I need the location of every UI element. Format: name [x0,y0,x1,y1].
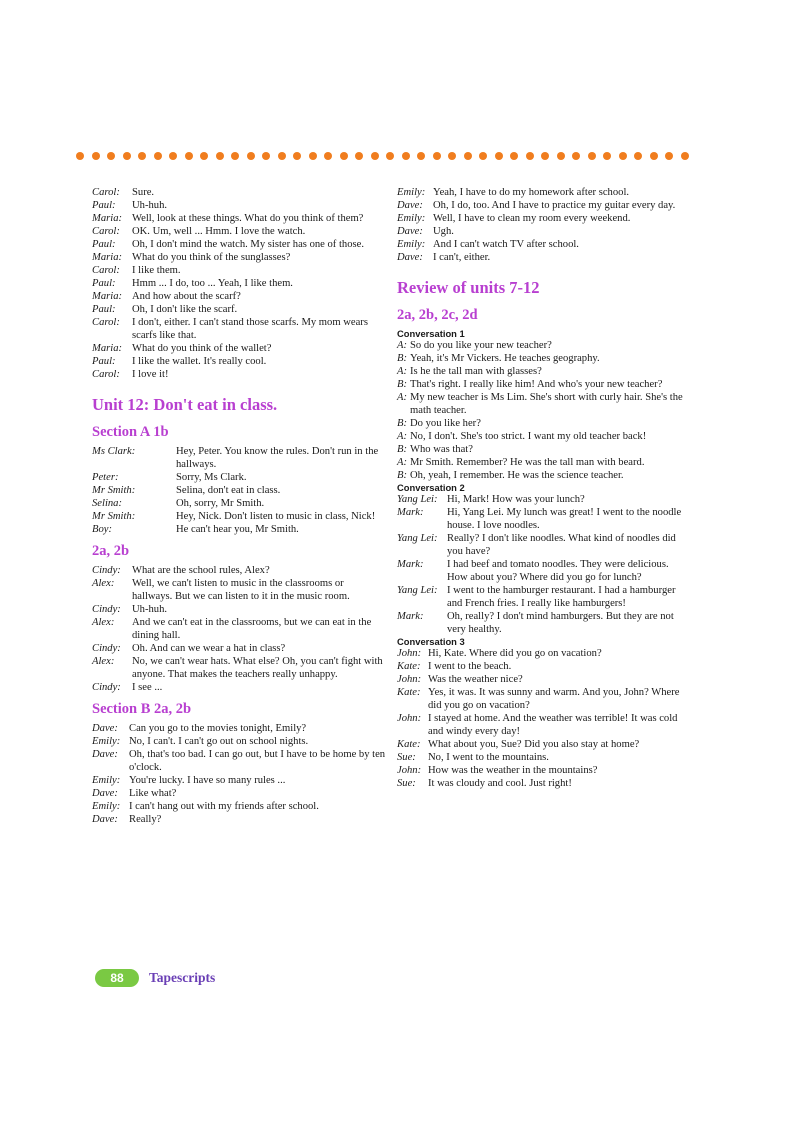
dialogue-text: I like the wallet. It's really cool. [132,356,267,367]
speaker-name: Alex: [92,656,115,667]
dialogue-line [92,186,386,199]
dialogue-text: What do you think of the wallet? [132,343,272,354]
dialogue-line [92,655,386,681]
dialogue-text: Do you like her? [410,418,481,429]
speaker-name: Peter: [92,472,119,483]
unit-heading: Unit 12: Don't eat in class. [92,395,278,414]
dialogue-line [92,238,386,251]
dialogue-line [92,290,386,303]
dialogue-text: Sure. [132,187,155,198]
footer-title: Tapescripts [149,970,216,985]
dialogue-line [397,712,685,738]
speaker-name: Maria: [92,252,123,263]
dialogue-text: What do you think of the sunglasses? [132,252,291,263]
dialogue-line [397,352,685,365]
dialogue-text: Oh, I do, too. And I have to practice my guitar every day. [433,200,676,211]
dialogue-text: Can you go to the movies tonight, Emily? [129,723,307,734]
divider-dot [200,152,208,160]
dialogue-line [92,484,386,497]
speaker-name: A: [397,392,407,403]
speaker-name: John: [397,713,422,724]
dialogue-line [92,681,386,694]
dialogue-line [397,456,685,469]
dialogue-text: I stayed at home. And the weather was terrible! It was cold and windy every day! [428,713,678,737]
speaker-name: John: [397,765,422,776]
speaker-name: B: [397,444,407,455]
divider-dot [278,152,286,160]
dialogue-line [397,751,685,764]
dialogue-text: I went to the hamburger restaurant. I had a hamburger and French fries. I really like hamburgers! [447,585,676,609]
dialogue-line [92,264,386,277]
dialogue-text: Oh, that's too bad. I can go out, but I have to be home by ten o'clock. [129,749,386,773]
speaker-name: Paul: [92,200,116,211]
dialogue-line [397,186,685,199]
speaker-name: Emily: [92,801,121,812]
divider-dot [154,152,162,160]
speaker-name: Dave: [92,788,118,799]
speaker-name: Paul: [92,278,116,289]
unit-heading: Review of units 7-12 [397,278,540,297]
divider-dot [526,152,534,160]
divider-dot [557,152,565,160]
dialogue-text: Yeah, I have to do my homework after school. [433,187,630,198]
dialogue-line [92,523,386,536]
dialogue-line [92,355,386,368]
dialogue-text: Was the weather nice? [428,674,523,685]
speaker-name: Carol: [92,187,120,198]
divider-dot [681,152,689,160]
divider-dot [603,152,611,160]
dialogue-line [397,199,685,212]
dialogue-text: I love it! [132,369,169,380]
dialogue-text: Uh-huh. [132,200,168,211]
divider-dot [262,152,270,160]
dialogue-text: I went to the beach. [428,661,512,672]
divider-dot [324,152,332,160]
speaker-name: B: [397,353,407,364]
dialogue-line [92,316,386,342]
dialogue-text: Well, I have to clean my room every weekend. [433,213,631,224]
divider-dot [634,152,642,160]
speaker-name: Yang Lei: [397,533,438,544]
dialogue-line [397,469,685,482]
dialogue-text: Who was that? [410,444,473,455]
conversation-heading: Conversation 3 [397,636,465,647]
divider-dot [293,152,301,160]
speaker-name: John: [397,674,422,685]
divider-dot [433,152,441,160]
divider-dot [479,152,487,160]
speaker-name: Kate: [397,739,421,750]
dialogue-text: No, I went to the mountains. [428,752,549,763]
conversation-heading: Conversation 2 [397,482,465,493]
right-column [397,186,685,790]
left-column [92,186,386,826]
speaker-name: Carol: [92,265,120,276]
divider-dot [619,152,627,160]
speaker-name: Emily: [397,187,426,198]
dialogue-line [92,212,386,225]
speaker-name: Dave: [397,226,423,237]
speaker-name: A: [397,457,407,468]
speaker-name: Dave: [92,814,118,825]
dialogue-text: My new teacher is Ms Lim. She's short with curly hair. She's the math teacher. [410,392,683,416]
speaker-name: Mark: [397,507,424,518]
dialogue-line [92,471,386,484]
section-heading: 2a, 2b [92,543,130,559]
speaker-name: Maria: [92,213,123,224]
dialogue-line [397,378,685,391]
dialogue-text: Selina, don't eat in class. [176,485,281,496]
divider-dot [340,152,348,160]
dialogue-text: OK. Um, well ... Hmm. I love the watch. [132,226,306,237]
dialogue-text: I can't hang out with my friends after school. [129,801,319,812]
divider-dot [185,152,193,160]
dialogue-text: Yeah, it's Mr Vickers. He teaches geography. [410,353,600,364]
section-heading: 2a, 2b, 2c, 2d [397,307,478,323]
speaker-name: A: [397,366,407,377]
speaker-name: Emily: [92,736,121,747]
section-heading: Section B 2a, 2b [92,701,192,717]
divider-dot [417,152,425,160]
dialogue-text: Oh, sorry, Mr Smith. [176,498,265,509]
divider-dot [107,152,115,160]
speaker-name: B: [397,470,407,481]
dialogue-text: What are the school rules, Alex? [132,565,270,576]
dialogue-text: Like what? [129,788,177,799]
divider-dot [138,152,146,160]
divider-dot [541,152,549,160]
dialogue-text: Hmm ... I do, too ... Yeah, I like them. [132,278,293,289]
divider-dot [495,152,503,160]
divider-dot [216,152,224,160]
dialogue-line [397,506,685,532]
speaker-name: Emily: [397,239,426,250]
dialogue-line [92,616,386,642]
dialogue-text: You're lucky. I have so many rules ... [129,775,286,786]
dialogue-text: And we can't eat in the classrooms, but we can eat in the dining hall. [132,617,372,641]
divider-dot [231,152,239,160]
dialogue-text: No, we can't wear hats. What else? Oh, you can't fight with anyone. That makes the teachers really unhappy. [132,656,383,680]
speaker-name: Cindy: [92,565,121,576]
speaker-name: Selina: [92,498,123,509]
dialogue-line [397,443,685,456]
dialogue-text: I had beef and tomato noodles. They were delicious. How about you? Where did you go for lunch? [447,559,669,583]
dialogue-line [397,212,685,225]
dialogue-text: Hey, Nick. Don't listen to music in class, Nick! [176,511,376,522]
dialogue-text: Oh, really? I don't mind hamburgers. But they are not very healthy. [447,611,674,635]
speaker-name: B: [397,418,407,429]
dialogue-line [92,603,386,616]
divider-dot [386,152,394,160]
dialogue-line [92,813,386,826]
speaker-name: Paul: [92,239,116,250]
page-footer [95,969,215,987]
dotted-divider [76,152,689,160]
speaker-name: Dave: [92,749,118,760]
speaker-name: Yang Lei: [397,494,438,505]
speaker-name: Mark: [397,559,424,570]
divider-dot [572,152,580,160]
dialogue-text: Oh, I don't mind the watch. My sister has one of those. [132,239,364,250]
speaker-name: Cindy: [92,682,121,693]
dialogue-line [397,584,685,610]
speaker-name: Emily: [397,213,426,224]
dialogue-line [92,800,386,813]
dialogue-text: Really? I don't like noodles. What kind of noodles did you have? [447,533,676,557]
dialogue-text: He can't hear you, Mr Smith. [176,524,299,535]
dialogue-line [92,303,386,316]
speaker-name: Alex: [92,578,115,589]
dialogue-text: Oh, yeah, I remember. He was the science teacher. [410,470,624,481]
dialogue-text: So do you like your new teacher? [410,340,552,351]
dialogue-line [397,391,685,417]
speaker-name: Cindy: [92,604,121,615]
dialogue-line [397,673,685,686]
dialogue-line [92,510,386,523]
divider-dot [464,152,472,160]
speaker-name: Mark: [397,611,424,622]
speaker-name: B: [397,379,407,390]
dialogue-line [397,686,685,712]
dialogue-line [92,642,386,655]
speaker-name: Sue: [397,778,416,789]
speaker-name: Carol: [92,317,120,328]
speaker-name: John: [397,648,422,659]
dialogue-text: Oh. And can we wear a hat in class? [132,643,286,654]
dialogue-line [92,445,386,471]
dialogue-line [397,251,685,264]
dialogue-text: I can't, either. [433,252,491,263]
dialogue-line [397,532,685,558]
dialogue-line [397,430,685,443]
dialogue-text: Hi, Kate. Where did you go on vacation? [428,648,602,659]
speaker-name: Alex: [92,617,115,628]
dialogue-text: No, I don't. She's too strict. I want my old teacher back! [410,431,647,442]
dialogue-line [92,497,386,510]
dialogue-line [397,238,685,251]
divider-dot [588,152,596,160]
speaker-name: Yang Lei: [397,585,438,596]
divider-dot [92,152,100,160]
dialogue-line [397,558,685,584]
dialogue-text: Mr Smith. Remember? He was the tall man with beard. [410,457,645,468]
dialogue-line [397,738,685,751]
divider-dot [309,152,317,160]
divider-dot [169,152,177,160]
dialogue-text: Sorry, Ms Clark. [176,472,247,483]
speaker-name: Maria: [92,343,123,354]
divider-dot [510,152,518,160]
dialogue-line [92,564,386,577]
page-number-badge: 88 [95,969,139,987]
dialogue-text: Hey, Peter. You know the rules. Don't run in the hallways. [176,446,379,470]
dialogue-line [92,251,386,264]
speaker-name: Mr Smith: [92,485,136,496]
speaker-name: Cindy: [92,643,121,654]
dialogue-text: Well, look at these things. What do you think of them? [132,213,364,224]
dialogue-line [92,787,386,800]
dialogue-text: Uh-huh. [132,604,168,615]
dialogue-line [92,735,386,748]
divider-dot [76,152,84,160]
speaker-name: Mr Smith: [92,511,136,522]
dialogue-text: Really? [129,814,162,825]
divider-dot [123,152,131,160]
divider-dot [247,152,255,160]
dialogue-line [397,647,685,660]
dialogue-text: Hi, Mark! How was your lunch? [447,494,585,505]
dialogue-text: I see ... [132,682,163,693]
speaker-name: Dave: [397,252,423,263]
speaker-name: Paul: [92,304,116,315]
dialogue-text: What about you, Sue? Did you also stay at home? [428,739,640,750]
speaker-name: Carol: [92,369,120,380]
speaker-name: Paul: [92,356,116,367]
dialogue-line [397,493,685,506]
dialogue-line [397,365,685,378]
dialogue-line [92,199,386,212]
divider-dot [448,152,456,160]
divider-dot [402,152,410,160]
dialogue-text: I like them. [132,265,181,276]
dialogue-text: Well, we can't listen to music in the classrooms or hallways. But we can listen to it in the music room. [132,578,350,602]
dialogue-line [92,577,386,603]
speaker-name: A: [397,431,407,442]
speaker-name: Dave: [92,723,118,734]
dialogue-line [92,277,386,290]
speaker-name: Emily: [92,775,121,786]
divider-dot [371,152,379,160]
speaker-name: Ms Clark: [92,446,136,457]
dialogue-line [397,417,685,430]
dialogue-line [397,225,685,238]
dialogue-text: And I can't watch TV after school. [433,239,579,250]
speaker-name: Carol: [92,226,120,237]
dialogue-text: No, I can't. I can't go out on school nights. [129,736,309,747]
dialogue-line [92,722,386,735]
dialogue-text: Yes, it was. It was sunny and warm. And you, John? Where did you go on vacation? [428,687,680,711]
speaker-name: Sue: [397,752,416,763]
dialogue-line [397,777,685,790]
divider-dot [650,152,658,160]
dialogue-text: Hi, Yang Lei. My lunch was great! I went to the noodle house. I love noodles. [447,507,682,531]
dialogue-line [92,342,386,355]
dialogue-text: That's right. I really like him! And who's your new teacher? [410,379,663,390]
dialogue-text: Is he the tall man with glasses? [410,366,542,377]
dialogue-line [92,225,386,238]
dialogue-text: It was cloudy and cool. Just right! [428,778,572,789]
section-heading: Section A 1b [92,424,169,440]
speaker-name: Kate: [397,687,421,698]
speaker-name: Dave: [397,200,423,211]
dialogue-text: Oh, I don't like the scarf. [132,304,238,315]
divider-dot [665,152,673,160]
dialogue-text: How was the weather in the mountains? [428,765,598,776]
speaker-name: Kate: [397,661,421,672]
dialogue-line [92,774,386,787]
dialogue-line [397,339,685,352]
divider-dot [355,152,363,160]
dialogue-text: Ugh. [433,226,454,237]
conversation-heading: Conversation 1 [397,328,465,339]
dialogue-text: And how about the scarf? [132,291,241,302]
speaker-name: Maria: [92,291,123,302]
speaker-name: Boy: [92,524,112,535]
speaker-name: A: [397,340,407,351]
dialogue-line [92,748,386,774]
dialogue-text: I don't, either. I can't stand those scarfs. My mom wears scarfs like that. [132,317,368,341]
dialogue-line [397,660,685,673]
dialogue-line [397,764,685,777]
dialogue-line [397,610,685,636]
dialogue-line [92,368,386,381]
